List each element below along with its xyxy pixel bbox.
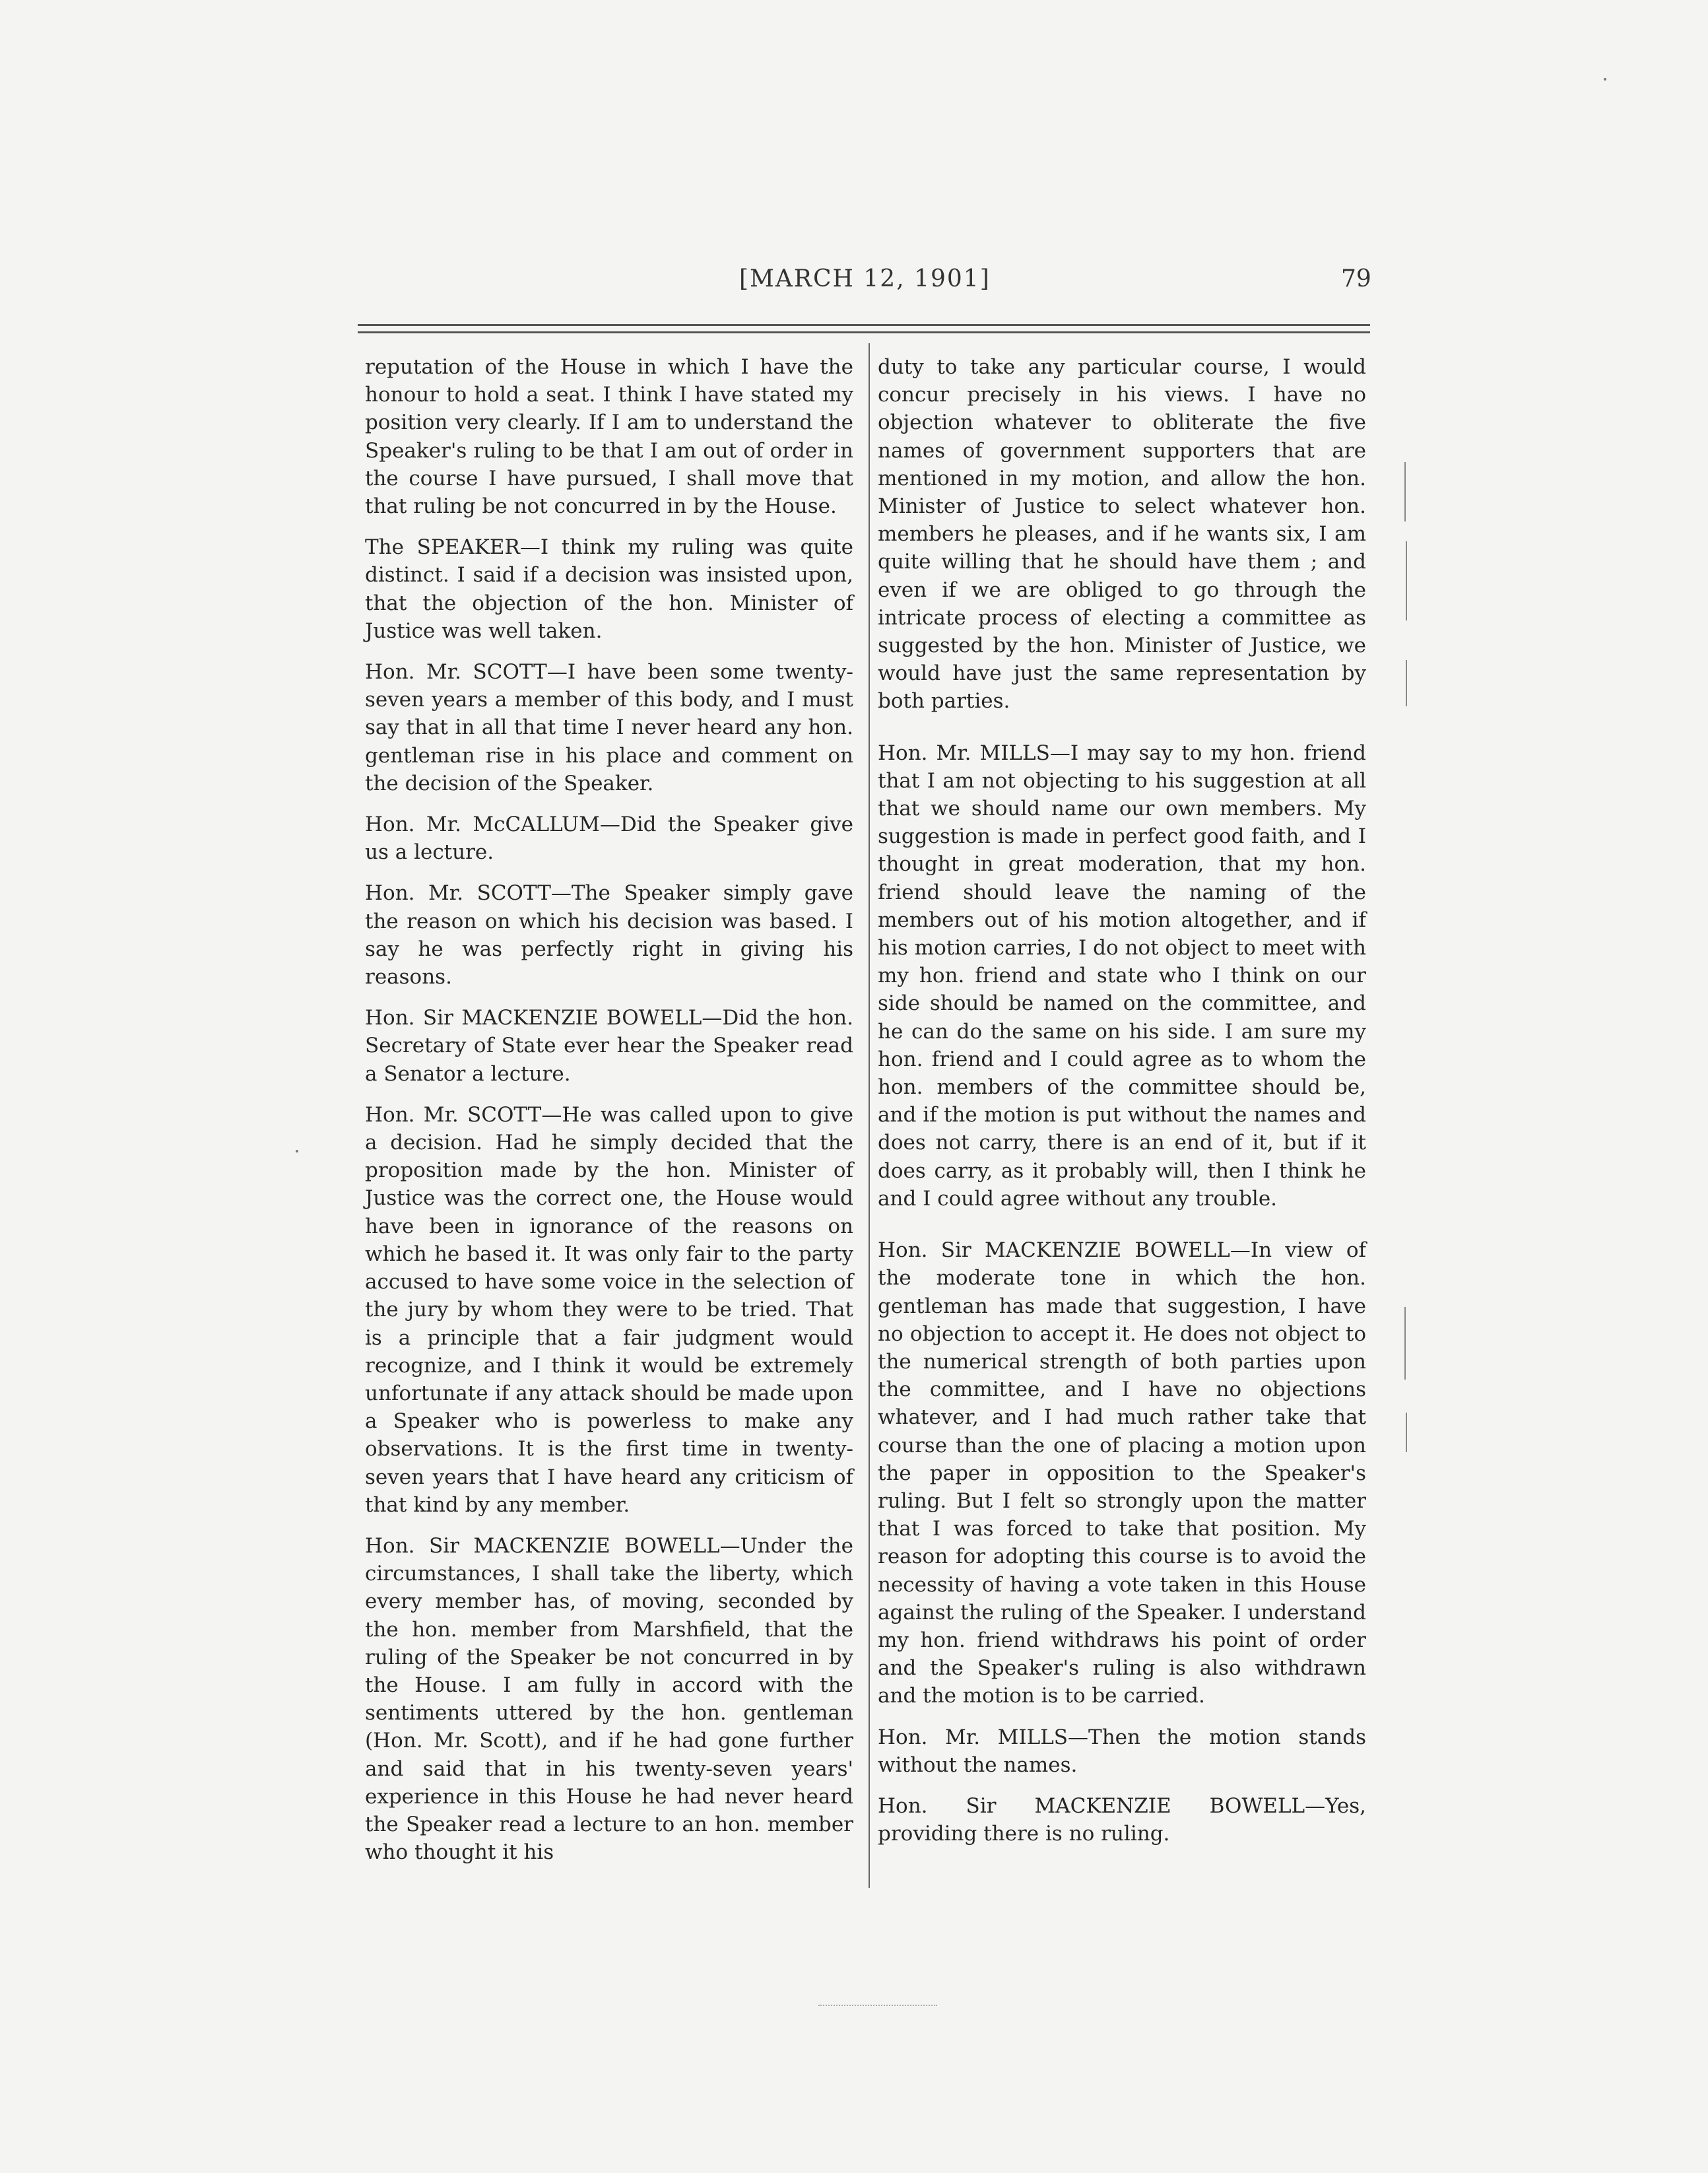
left-column bbox=[365, 353, 853, 1879]
header-rule-top bbox=[358, 324, 1370, 326]
paragraph: Hon. Mr. SCOTT—I have been some twenty-seven years a member of this body, and I must say that in all that time I never heard any hon. gentleman rise in his place and comment on the decision of the Speaker. bbox=[365, 660, 853, 795]
header-date: [MARCH 12, 1901] bbox=[739, 265, 991, 292]
scan-mark bbox=[1404, 462, 1406, 521]
scan-mark bbox=[1406, 541, 1407, 620]
paragraph: Hon. Mr. MILLS—I may say to my hon. friend that I am not objecting to his suggestion at all that we should name our own members. My suggestion is made in perfect good faith, and I thought in great moderation, that my hon. friend should leave the naming of the members out of his motion altogether, and if his motion carries, I do not object to meet with my hon. friend and state who I think on our side should be named on the committee, and he can do the same on his side. I am sure my hon. friend and I could agree as to whom the hon. members of the committee should be, and if the motion is put without the names and does not carry, there is an end of it, but if it does carry, as it probably will, then I think he and I could agree without any trouble. bbox=[878, 741, 1366, 1211]
scan-mark bbox=[1406, 660, 1407, 706]
paragraph: Hon. Sir MACKENZIE BOWELL—Under the circumstances, I shall take the liberty, which every member has, of moving, seconded by the hon. member from Marshfield, that the ruling of the Speaker be not concurred in by the House. I am fully in accord with the sentiments uttered by the hon. gentleman (Hon. Mr. Scott), and if he had gone further and said that in his twenty-seven years' experience in this House he had never heard the Speaker read a lecture to an hon. member who thought it his bbox=[365, 1533, 853, 1865]
paragraph: Hon. Mr. SCOTT—The Speaker simply gave the reason on which his decision was based. I say he was perfectly right in giving his reasons. bbox=[365, 881, 853, 989]
paragraph: Hon. Mr. McCALLUM—Did the Speaker give us a lecture. bbox=[365, 813, 853, 865]
scan-mark bbox=[1404, 1307, 1406, 1380]
paragraph: reputation of the House in which I have the honour to hold a seat. I think I have stated my position very clearly. If I am to understand the Speaker's ruling to be that I am out of order in the course I have pursued, I shall move that that ruling be not concurred in by the House. bbox=[365, 355, 853, 519]
scan-mark bbox=[1406, 1413, 1407, 1452]
right-column bbox=[878, 353, 1366, 1861]
paragraph: Hon. Mr. MILLS—Then the motion stands without the names. bbox=[878, 1725, 1366, 1777]
paragraph: duty to take any particular course, I would concur precisely in his views. I have no objection whatever to obliterate the five names of government supporters that are mentioned in my motion, and allow the hon. Minister of Justice to select whatever hon. members he pleases, and if he wants six, I am quite willing that he should have them ; and even if we are obliged to go through the intricate process of electing a committee as suggested by the hon. Minister of Justice, we would have just the same representation by both parties. bbox=[878, 355, 1366, 714]
paragraph: Hon. Sir MACKENZIE BOWELL—Yes, providing there is no ruling. bbox=[878, 1793, 1366, 1846]
paragraph: Hon. Mr. SCOTT—He was called upon to give a decision. Had he simply decided that the proposition made by the hon. Minister of Justice was the correct one, the House would have been in ignorance of the reasons on which he based it. It was only fair to the party accused to have some voice in the selection of the jury by whom they were to be tried. That is a principle that a fair judgment would recognize, and I think it would be extremely unfortunate if any attack should be made upon a Speaker who is powerless to make any observations. It is the first time in twenty-seven years that I have heard any criticism of that kind by any member. bbox=[365, 1102, 853, 1517]
page-number: 79 bbox=[1341, 265, 1371, 292]
paragraph: Hon. Sir MACKENZIE BOWELL—In view of the moderate tone in which the hon. gentleman has made that suggestion, I have no objection to accept it. He does not object to the numerical strength of both parties upon the committee, and I have no objections whatever, and I had much rather take that course than the one of placing a motion upon the paper in opposition to the Speaker's ruling. But I felt so strongly upon the matter that I was forced to take that position. My reason for adopting this course is to avoid the necessity of having a vote taken in this House against the ruling of the Speaker. I understand my hon. friend withdraws his point of order and the Speaker's ruling is also withdrawn and the motion is to be carried. bbox=[878, 1238, 1366, 1708]
scan-speck bbox=[296, 1150, 298, 1153]
paragraph: Hon. Sir MACKENZIE BOWELL—Did the hon. Secretary of State ever hear the Speaker read a Senator a lecture. bbox=[365, 1006, 853, 1086]
header-rule-bottom bbox=[358, 331, 1370, 333]
column-divider bbox=[869, 343, 870, 1888]
footer-dots bbox=[818, 2005, 937, 2006]
scan-speck bbox=[1604, 78, 1606, 81]
paragraph: The SPEAKER—I think my ruling was quite distinct. I said if a decision was insisted upon, that the objection of the hon. Minister of Justice was well taken. bbox=[365, 535, 853, 643]
